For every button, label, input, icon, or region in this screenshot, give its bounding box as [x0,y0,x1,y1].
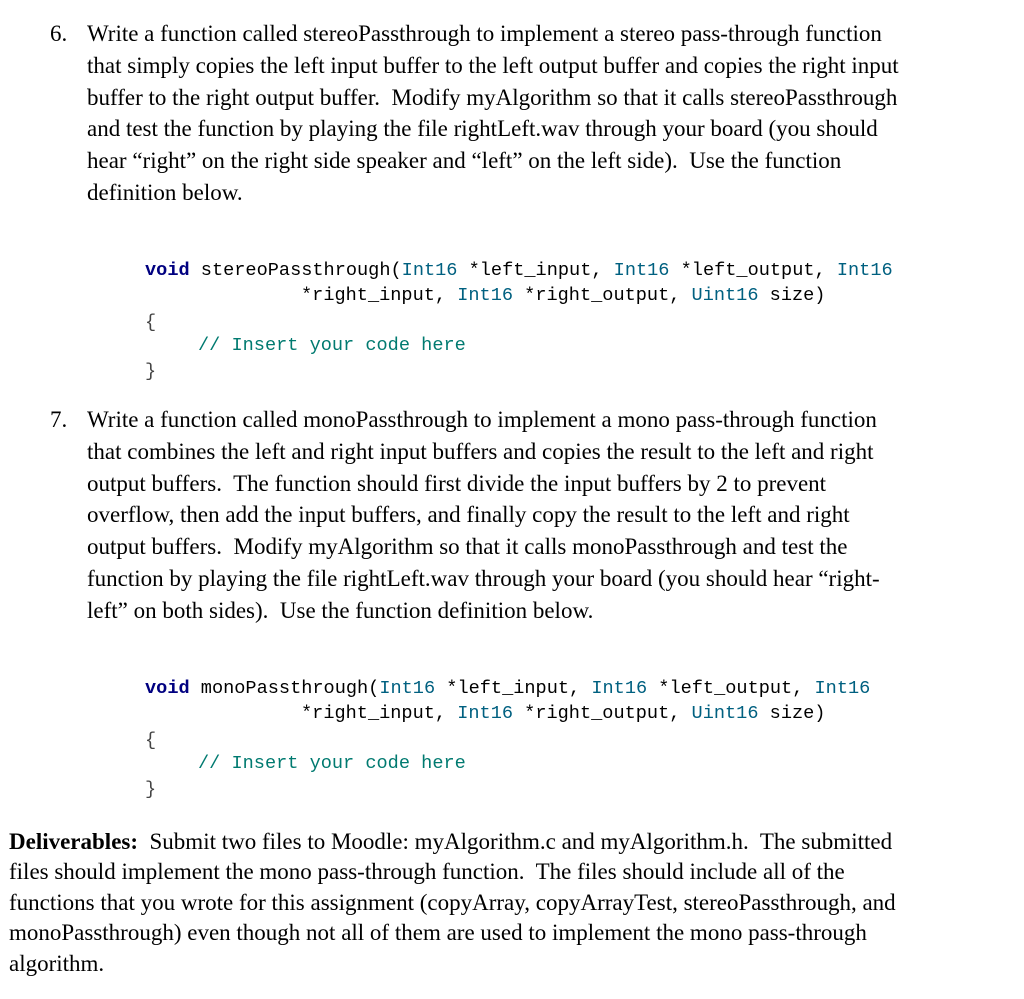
question-6-line: and test the function by playing the file rightLeft.wav through your board (you should [87,116,878,142]
question-7-text [87,404,1017,627]
question-7-line: output buffers. Modify myAlgorithm so that it calls monoPassthrough and test the [87,534,848,560]
question-7-line: Write a function called monoPassthrough to implement a mono pass-through function [87,407,877,432]
deliverables-paragraph [9,827,1019,979]
question-6-line: buffer to the right output buffer. Modify myAlgorithm so that it calls stereoPassthrough [87,84,898,110]
code-signature-line-2: *right_input, Int16 *right_output, Uint16 size) [301,703,826,724]
code-comment: // Insert your code here [198,753,466,774]
question-7-line: output buffers. The function should first divide the input buffers by 2 to prevent [87,470,827,496]
question-6-line: Write a function called stereoPassthrough to implement a stereo pass-through function [87,21,882,46]
code-comment: // Insert your code here [198,335,466,356]
question-6-text [87,18,1017,209]
code-signature-line-1: void stereoPassthrough(Int16 *left_input, Int16 *left_output, Int16 [145,260,893,281]
code-open-brace: { [145,730,157,751]
question-6-number: 6. [50,21,68,46]
deliverables-line: Deliverables: Submit two files to Moodle: myAlgorithm.c and myAlgorithm.h. The submitted [9,829,893,854]
deliverables-line: files should implement the mono pass-through function. The files should include all of the [9,859,845,885]
question-6-line: that simply copies the left input buffer to the left output buffer and copies the right input [87,52,899,78]
question-6-line: definition below. [87,179,243,205]
question-7-number: 7. [50,407,68,432]
code-close-brace: } [145,361,157,382]
deliverables-line: monoPassthrough) even though not all of them are used to implement the mono pass-through [9,920,867,946]
question-7-line: overflow, then add the input buffers, and finally copy the result to the left and right [87,502,850,528]
code-open-brace: { [145,312,157,333]
question-6-line: hear “right” on the right side speaker and “left” on the left side). Use the function [87,148,842,174]
question-7-line: left” on both sides). Use the function definition below. [87,597,594,623]
question-7-line: that combines the left and right input buffers and copies the result to the left and right [87,438,874,464]
deliverables-line: algorithm. [9,950,105,976]
deliverables-label: Deliverables: [9,829,139,854]
question-7-line: function by playing the file rightLeft.wav through your board (you should hear “right- [87,565,880,591]
deliverables-line: functions that you wrote for this assignment (copyArray, copyArrayTest, stereoPassthrough, and [9,889,896,915]
code-signature-line-2: *right_input, Int16 *right_output, Uint16 size) [301,285,826,306]
code-close-brace: } [145,779,157,800]
code-signature-line-1: void monoPassthrough(Int16 *left_input, Int16 *left_output, Int16 [145,678,871,699]
